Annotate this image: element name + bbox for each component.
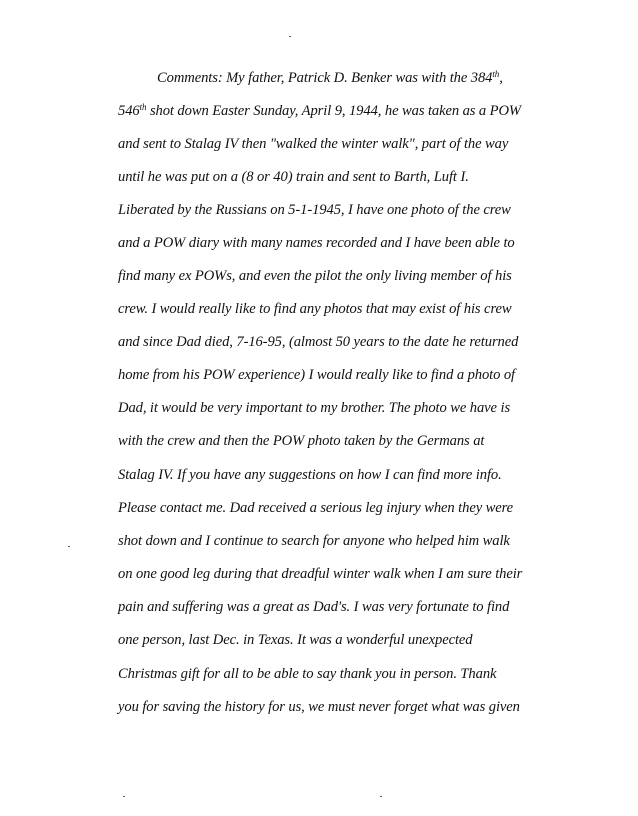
scan-speck — [68, 546, 70, 547]
text-line-19: Christmas gift for all to be able to say thank you in person. Thank — [118, 666, 497, 682]
scan-speck — [289, 36, 291, 37]
text-line-18: one person, last Dec. in Texas. It was a wonderful unexpected — [118, 632, 473, 648]
text-line-14: Please contact me. Dad received a serious leg injury when they were — [118, 500, 514, 516]
text-line-8: crew. I would really like to find any photos that may exist of his crew — [118, 301, 512, 317]
text-line-10: home from his POW experience) I would really like to find a photo of — [118, 367, 516, 383]
text-line-20: you for saving the history for us, we must never forget what was given — [118, 699, 520, 715]
text-line-9: and since Dad died, 7-16-95, (almost 50 years to the date he returned — [118, 334, 519, 350]
scan-speck — [123, 796, 125, 797]
text-line-1: Comments: My father, Patrick D. Benker was with the 384th, — [157, 69, 503, 86]
text-line-3: and sent to Stalag IV then "walked the winter walk", part of the way — [118, 136, 509, 152]
text-line-13: Stalag IV. If you have any suggestions on how I can find more info. — [118, 467, 502, 483]
text-line-15: shot down and I continue to search for anyone who helped him walk — [118, 533, 510, 549]
text-line-5: Liberated by the Russians on 5-1-1945, I have one photo of the crew — [118, 202, 511, 218]
text-line-7: find many ex POWs, and even the pilot the only living member of his — [118, 268, 512, 284]
text-line-4: until he was put on a (8 or 40) train and sent to Barth, Luft I. — [118, 169, 469, 185]
text-line-11: Dad, it would be very important to my brother. The photo we have is — [118, 400, 511, 416]
text-line-12: with the crew and then the POW photo taken by the Germans at — [118, 433, 485, 449]
text-line-16: on one good leg during that dreadful winter walk when I am sure their — [118, 566, 523, 582]
text-line-17: pain and suffering was a great as Dad's. I was very fortunate to find — [118, 599, 510, 615]
text-line-6: and a POW diary with many names recorded and I have been able to — [118, 235, 515, 251]
text-line-2: 546th shot down Easter Sunday, April 9, 1944, he was taken as a POW — [118, 102, 521, 119]
scan-speck — [380, 796, 382, 797]
